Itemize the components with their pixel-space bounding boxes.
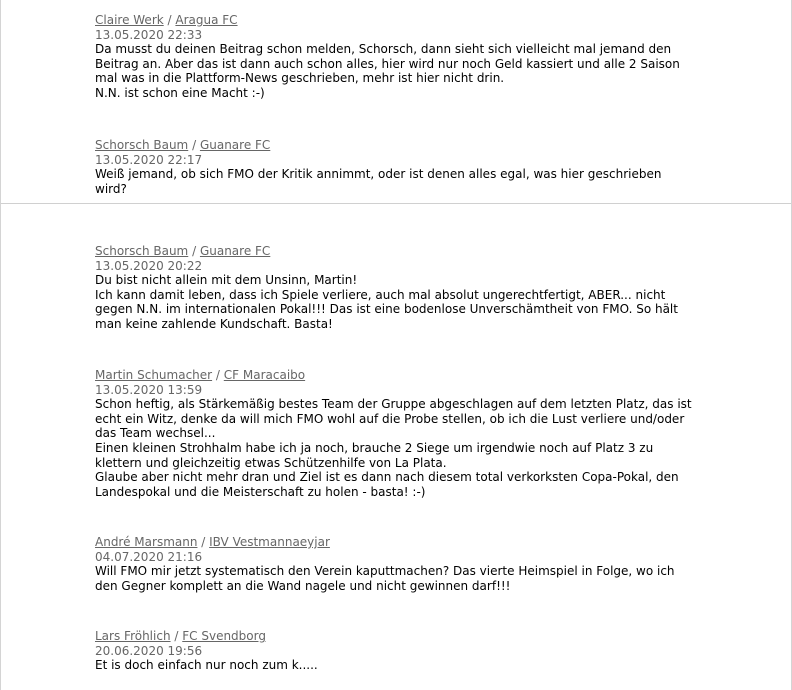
separator: / bbox=[201, 535, 210, 549]
post bbox=[95, 629, 705, 673]
post-text-line: Schon heftig, als Stärkemäßig bestes Team der Gruppe abgeschlagen auf dem letzten Platz, das ist bbox=[95, 397, 692, 412]
post-text-line: Du bist nicht allein mit dem Unsinn, Martin! bbox=[95, 273, 358, 288]
post-header bbox=[95, 138, 705, 153]
separator: / bbox=[215, 368, 224, 382]
club-link[interactable]: Aragua FC bbox=[175, 13, 238, 27]
post-text-line: Ich kann damit leben, dass ich Spiele verliere, auch mal absolut ungerechtfertigt, ABER... nicht bbox=[95, 287, 666, 302]
club-link[interactable]: Guanare FC bbox=[199, 138, 271, 152]
post-date: 13.05.2020 22:33 bbox=[95, 27, 203, 42]
post-text-line: echt ein Witz, denke da will mich FMO wohl auf die Probe stellen, ob ich die Lust verliere und/oder bbox=[95, 411, 685, 426]
author-link[interactable]: Claire Werk bbox=[95, 13, 164, 27]
post-text-line: den Gegner komplett an die Wand nagele und nicht gewinnen darf!!! bbox=[95, 578, 511, 593]
post bbox=[95, 244, 705, 332]
post-header bbox=[95, 244, 705, 259]
club-link[interactable]: FC Svendborg bbox=[182, 629, 266, 643]
club-link[interactable]: CF Maracaibo bbox=[223, 368, 306, 382]
post-text-line: man keine zahlende Kundschaft. Basta! bbox=[95, 316, 333, 331]
post-header bbox=[95, 629, 705, 644]
post-body bbox=[95, 564, 705, 593]
author-link[interactable]: Schorsch Baum bbox=[95, 138, 189, 152]
separator: / bbox=[192, 138, 200, 152]
post-text-line: Da musst du deinen Beitrag schon melden, Schorsch, dann sieht sich vielleicht mal jemand den bbox=[95, 42, 672, 57]
post-body bbox=[95, 273, 705, 331]
post-text-line: Glaube aber nicht mehr dran und Ziel ist es dann nach diesem total verkorksten Copa-Pokal, den bbox=[95, 470, 679, 485]
post-body bbox=[95, 658, 705, 673]
post-text-line: das Team wechsel... bbox=[95, 426, 216, 441]
separator: / bbox=[174, 629, 183, 643]
divider bbox=[1, 203, 791, 204]
club-link[interactable]: IBV Vestmannaeyjar bbox=[209, 535, 330, 549]
post-text-line: gegen N.N. im internationalen Pokal!!! Das ist eine bodenlose Unverschämtheit von FMO. So hält bbox=[95, 302, 678, 317]
post-date: 04.07.2020 21:16 bbox=[95, 549, 203, 564]
post-header bbox=[95, 535, 705, 550]
post-body bbox=[95, 167, 705, 196]
post-body bbox=[95, 42, 705, 100]
author-link[interactable]: Martin Schumacher bbox=[95, 368, 213, 382]
author-link[interactable]: Schorsch Baum bbox=[95, 244, 189, 258]
separator: / bbox=[167, 13, 176, 27]
post bbox=[95, 138, 705, 196]
post-body bbox=[95, 397, 705, 499]
post-text-line: Einen kleinen Strohhalm habe ich ja noch, brauche 2 Siege um irgendwie noch auf Platz 3 zu bbox=[95, 440, 654, 455]
post-header bbox=[95, 368, 705, 383]
post-date: 13.05.2020 20:22 bbox=[95, 258, 203, 273]
post-date: 13.05.2020 13:59 bbox=[95, 382, 203, 397]
post-text-line: Beitrag an. Aber das ist dann auch schon alles, hier wird nur noch Geld kassiert und alle 2 Saison bbox=[95, 56, 680, 71]
post-text-line: klettern und gleichzeitig etwas Schützenhilfe von La Plata. bbox=[95, 455, 447, 470]
separator: / bbox=[192, 244, 200, 258]
post-text-line: N.N. ist schon eine Macht :-) bbox=[95, 85, 265, 100]
post-text-line: wird? bbox=[95, 181, 127, 196]
post bbox=[95, 368, 705, 499]
post-text-line: mal was in die Plattform-News geschrieben, mehr ist hier nicht drin. bbox=[95, 71, 505, 86]
post bbox=[95, 13, 705, 101]
author-link[interactable]: Lars Fröhlich bbox=[95, 629, 171, 643]
post-text-line: Et is doch einfach nur noch zum k..... bbox=[95, 658, 318, 673]
post-header bbox=[95, 13, 705, 28]
post-text-line: Will FMO mir jetzt systematisch den Verein kaputtmachen? Das vierte Heimspiel in Folge, wo ich bbox=[95, 564, 675, 579]
post-text-line: Landespokal und die Meisterschaft zu holen - basta! :-) bbox=[95, 484, 426, 499]
club-link[interactable]: Guanare FC bbox=[199, 244, 271, 258]
post-date: 13.05.2020 22:17 bbox=[95, 152, 203, 167]
author-link[interactable]: André Marsmann bbox=[95, 535, 198, 549]
post-date: 20.06.2020 19:56 bbox=[95, 643, 203, 658]
post bbox=[95, 535, 705, 593]
post-text-line: Weiß jemand, ob sich FMO der Kritik annimmt, oder ist denen alles egal, was hier geschrieben bbox=[95, 167, 662, 182]
